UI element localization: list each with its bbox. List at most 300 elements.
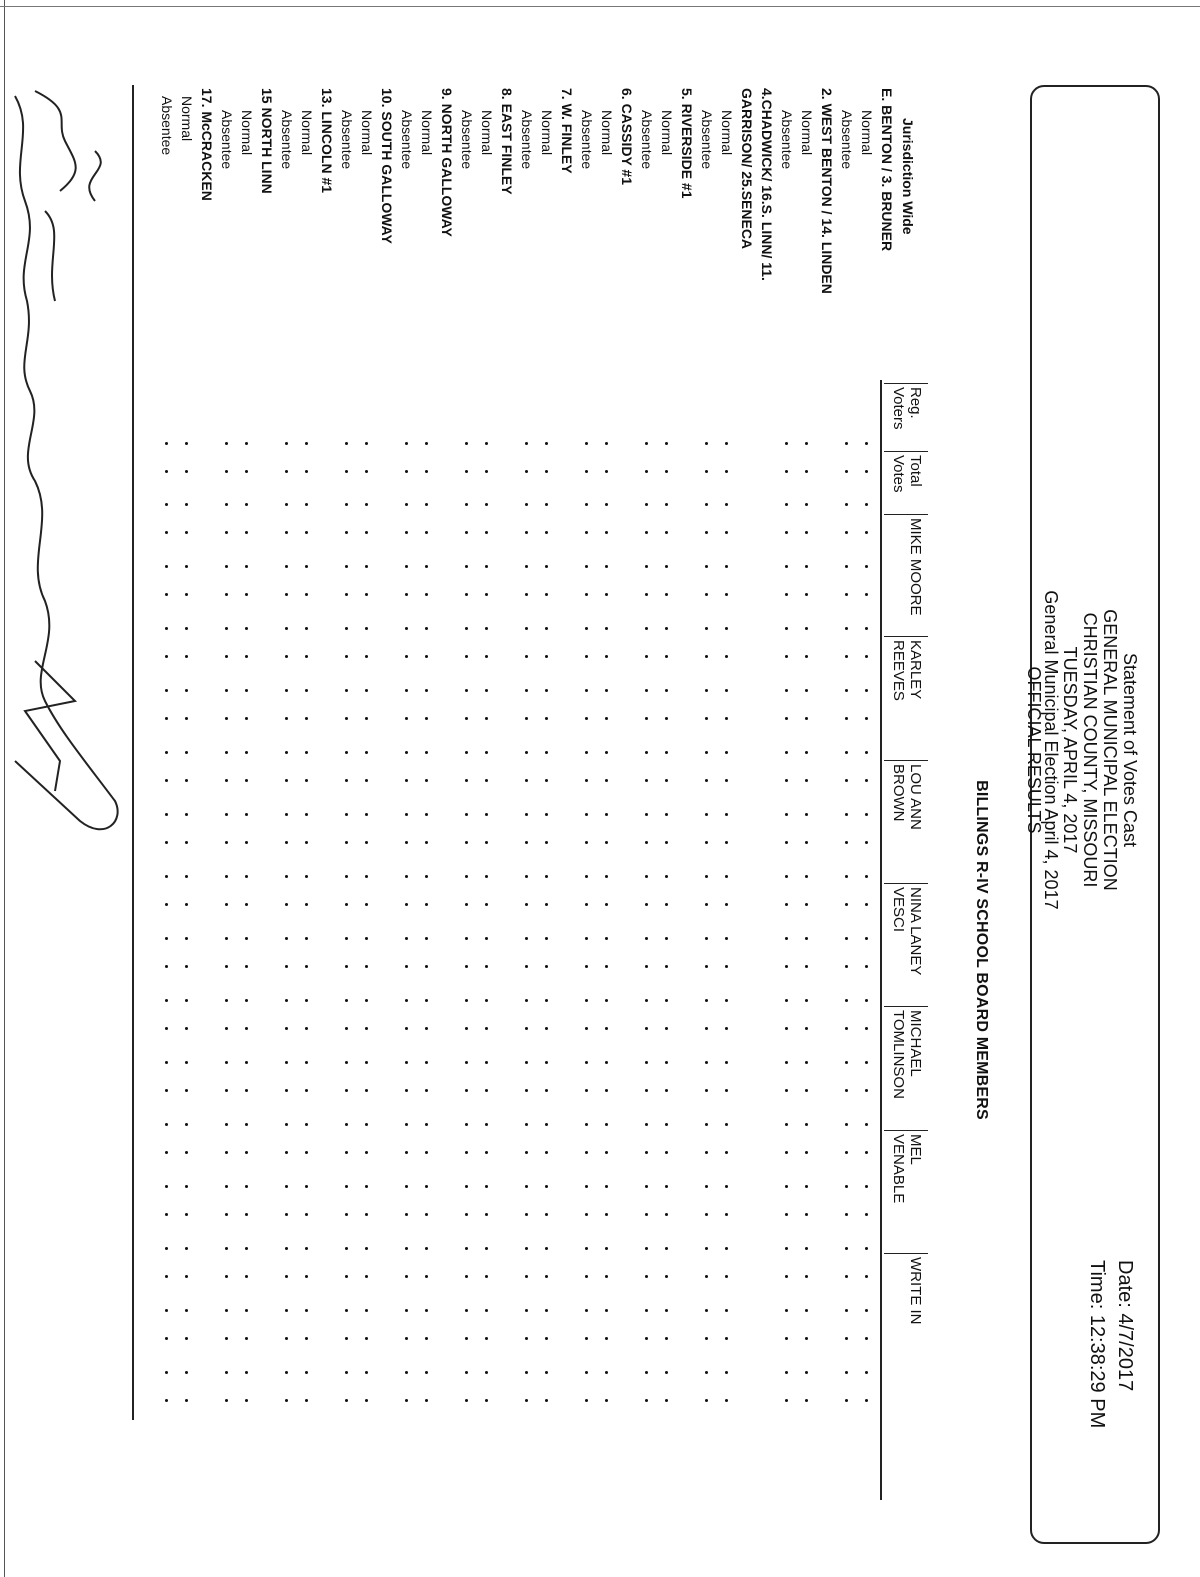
value-mark <box>165 627 168 630</box>
value-mark <box>225 751 228 754</box>
value-mark <box>865 717 868 720</box>
value-mark <box>465 841 468 844</box>
value-mark <box>425 965 428 968</box>
value-mark <box>585 1337 588 1340</box>
value-mark <box>225 1247 228 1250</box>
value-mark <box>845 1247 848 1250</box>
value-mark <box>805 813 808 816</box>
value-mark <box>805 1089 808 1092</box>
value-mark <box>185 655 188 658</box>
value-mark <box>465 655 468 658</box>
value-mark <box>165 751 168 754</box>
value-mark <box>185 1213 188 1216</box>
value-mark <box>645 1027 648 1030</box>
value-mark <box>225 627 228 630</box>
value-mark <box>365 503 368 506</box>
header-title-line-3: CHRISTIAN COUNTY, MISSOURI <box>1080 612 1100 888</box>
value-mark <box>705 841 708 844</box>
value-mark <box>185 1337 188 1340</box>
value-mark <box>165 1337 168 1340</box>
column-header <box>890 764 924 830</box>
value-mark <box>285 1337 288 1340</box>
value-mark <box>165 565 168 568</box>
value-mark <box>485 1337 488 1340</box>
value-mark <box>585 470 588 473</box>
value-mark <box>605 1309 608 1312</box>
value-mark <box>545 503 548 506</box>
value-mark <box>305 689 308 692</box>
value-mark <box>185 1275 188 1278</box>
jurisdiction-row: GARRISON/ 25.SENECA <box>739 88 755 250</box>
value-mark <box>245 1213 248 1216</box>
jurisdiction-row: 9. NORTH GALLOWAY <box>439 88 455 237</box>
value-mark <box>485 875 488 878</box>
value-mark <box>645 1213 648 1216</box>
value-mark <box>605 1061 608 1064</box>
value-mark <box>365 627 368 630</box>
value-mark <box>865 1151 868 1154</box>
value-mark <box>185 593 188 596</box>
value-mark <box>645 999 648 1002</box>
value-mark <box>305 565 308 568</box>
value-mark <box>865 1337 868 1340</box>
value-mark <box>405 1337 408 1340</box>
value-mark <box>585 875 588 878</box>
value-mark <box>605 1213 608 1216</box>
value-mark <box>605 841 608 844</box>
value-mark <box>865 655 868 658</box>
value-mark <box>545 593 548 596</box>
value-mark <box>585 655 588 658</box>
value-mark <box>305 717 308 720</box>
value-mark <box>465 627 468 630</box>
value-mark <box>425 1309 428 1312</box>
value-mark <box>805 1151 808 1154</box>
value-mark <box>645 1275 648 1278</box>
value-mark <box>665 1027 668 1030</box>
value-mark <box>225 1371 228 1374</box>
vote-type-row: Normal <box>239 110 255 156</box>
value-mark <box>585 717 588 720</box>
value-mark <box>365 531 368 534</box>
value-mark <box>465 442 468 445</box>
value-mark <box>605 1185 608 1188</box>
value-mark <box>665 1123 668 1126</box>
value-mark <box>805 1061 808 1064</box>
value-mark <box>525 1309 528 1312</box>
value-mark <box>365 751 368 754</box>
column-header <box>890 640 924 701</box>
value-mark <box>305 1089 308 1092</box>
value-mark <box>225 503 228 506</box>
value-mark <box>545 1185 548 1188</box>
value-mark <box>465 813 468 816</box>
value-mark <box>605 903 608 906</box>
value-mark <box>805 1123 808 1126</box>
value-mark <box>605 655 608 658</box>
value-mark <box>865 442 868 445</box>
value-mark <box>545 841 548 844</box>
value-mark <box>185 937 188 940</box>
column-header <box>890 887 924 975</box>
value-mark <box>485 779 488 782</box>
value-mark <box>645 1151 648 1154</box>
value-mark <box>185 531 188 534</box>
value-mark <box>405 1061 408 1064</box>
value-mark <box>705 1061 708 1064</box>
value-mark <box>725 593 728 596</box>
value-mark <box>365 1337 368 1340</box>
value-mark <box>525 1399 528 1402</box>
value-mark <box>705 1185 708 1188</box>
value-mark <box>725 655 728 658</box>
value-mark <box>465 1309 468 1312</box>
vote-type-row: Normal <box>539 110 555 156</box>
value-mark <box>425 1089 428 1092</box>
value-mark <box>805 717 808 720</box>
value-mark <box>845 903 848 906</box>
value-mark <box>425 1061 428 1064</box>
value-mark <box>165 1089 168 1092</box>
value-mark <box>305 841 308 844</box>
value-mark <box>485 1399 488 1402</box>
value-mark <box>465 565 468 568</box>
value-mark <box>585 1151 588 1154</box>
value-mark <box>165 1151 168 1154</box>
column-header-line: MICHAEL <box>907 1010 924 1077</box>
value-mark <box>345 1275 348 1278</box>
value-mark <box>845 1337 848 1340</box>
value-mark <box>585 593 588 596</box>
handwritten-signatures <box>5 1 155 1501</box>
value-mark <box>465 470 468 473</box>
value-mark <box>185 1089 188 1092</box>
value-mark <box>285 1309 288 1312</box>
value-mark <box>425 1151 428 1154</box>
value-mark <box>405 1123 408 1126</box>
value-mark <box>185 779 188 782</box>
header-title-line-4: TUESDAY, APRIL 4, 2017 <box>1060 646 1080 854</box>
column-header-line: Reg. <box>907 387 924 419</box>
value-mark <box>225 1185 228 1188</box>
value-mark <box>585 1123 588 1126</box>
value-mark <box>525 1247 528 1250</box>
value-mark <box>345 1089 348 1092</box>
value-mark <box>225 903 228 906</box>
value-mark <box>185 903 188 906</box>
value-mark <box>185 627 188 630</box>
value-mark <box>345 627 348 630</box>
value-mark <box>165 1027 168 1030</box>
value-mark <box>245 1089 248 1092</box>
value-mark <box>725 1185 728 1188</box>
value-mark <box>865 627 868 630</box>
value-mark <box>845 503 848 506</box>
value-mark <box>865 1275 868 1278</box>
value-mark <box>365 813 368 816</box>
value-mark <box>785 1371 788 1374</box>
value-mark <box>585 689 588 692</box>
value-mark <box>305 903 308 906</box>
value-mark <box>345 655 348 658</box>
column-header <box>890 387 924 430</box>
value-mark <box>725 937 728 940</box>
column-header <box>907 1257 924 1325</box>
value-mark <box>425 875 428 878</box>
value-mark <box>525 655 528 658</box>
value-mark <box>645 442 648 445</box>
value-mark <box>865 689 868 692</box>
value-mark <box>245 565 248 568</box>
jurisdiction-row: 17. McCRACKEN <box>199 88 215 201</box>
value-mark <box>725 875 728 878</box>
value-mark <box>665 1151 668 1154</box>
value-mark <box>665 1089 668 1092</box>
value-mark <box>485 1061 488 1064</box>
value-mark <box>785 593 788 596</box>
value-mark <box>865 1371 868 1374</box>
value-mark <box>425 565 428 568</box>
header-title-line-2: GENERAL MUNICIPAL ELECTION <box>1100 609 1120 891</box>
value-mark <box>365 779 368 782</box>
value-mark <box>165 813 168 816</box>
value-mark <box>185 1123 188 1126</box>
value-mark <box>785 655 788 658</box>
value-mark <box>285 565 288 568</box>
value-mark <box>705 1309 708 1312</box>
value-mark <box>245 1061 248 1064</box>
value-mark <box>605 1151 608 1154</box>
value-mark <box>585 903 588 906</box>
value-mark <box>725 841 728 844</box>
value-mark <box>245 1247 248 1250</box>
value-mark <box>465 903 468 906</box>
value-mark <box>525 1337 528 1340</box>
value-mark <box>585 627 588 630</box>
value-mark <box>365 1123 368 1126</box>
value-mark <box>465 1185 468 1188</box>
value-mark <box>285 503 288 506</box>
value-mark <box>245 751 248 754</box>
value-mark <box>845 1027 848 1030</box>
vote-type-row: Normal <box>719 110 735 156</box>
column-header-line: Total <box>907 455 924 487</box>
value-mark <box>785 1089 788 1092</box>
value-mark <box>365 1185 368 1188</box>
value-mark <box>465 531 468 534</box>
value-mark <box>725 1275 728 1278</box>
value-mark <box>225 1089 228 1092</box>
value-mark <box>665 565 668 568</box>
value-mark <box>305 965 308 968</box>
value-mark <box>785 1337 788 1340</box>
value-mark <box>485 903 488 906</box>
value-mark <box>405 1399 408 1402</box>
value-mark <box>185 1061 188 1064</box>
value-mark <box>785 1213 788 1216</box>
value-mark <box>645 1089 648 1092</box>
vote-type-row: Absentee <box>519 110 535 170</box>
value-mark <box>405 593 408 596</box>
value-mark <box>225 655 228 658</box>
value-mark <box>725 1371 728 1374</box>
value-mark <box>245 813 248 816</box>
value-mark <box>605 965 608 968</box>
value-mark <box>165 1061 168 1064</box>
value-mark <box>785 813 788 816</box>
value-mark <box>605 937 608 940</box>
jurisdiction-row: 15 NORTH LINN <box>259 88 275 194</box>
value-mark <box>665 999 668 1002</box>
value-mark <box>245 442 248 445</box>
value-mark <box>345 903 348 906</box>
value-mark <box>425 841 428 844</box>
value-mark <box>185 813 188 816</box>
jurisdiction-row: 4.CHADWICK/ 16.S. LINN/ 11. <box>759 88 775 281</box>
column-separator <box>884 1006 928 1007</box>
value-mark <box>345 1399 348 1402</box>
value-mark <box>365 1027 368 1030</box>
value-mark <box>665 1371 668 1374</box>
value-mark <box>585 965 588 968</box>
value-mark <box>305 779 308 782</box>
value-mark <box>485 565 488 568</box>
value-mark <box>605 1089 608 1092</box>
value-mark <box>165 689 168 692</box>
value-mark <box>705 565 708 568</box>
value-mark <box>705 903 708 906</box>
value-mark <box>865 1123 868 1126</box>
value-mark <box>485 1371 488 1374</box>
value-mark <box>805 689 808 692</box>
value-mark <box>285 1123 288 1126</box>
value-mark <box>365 1089 368 1092</box>
value-mark <box>365 689 368 692</box>
value-mark <box>165 655 168 658</box>
value-mark <box>425 717 428 720</box>
value-mark <box>865 965 868 968</box>
value-mark <box>305 1309 308 1312</box>
value-mark <box>365 1061 368 1064</box>
value-mark <box>525 965 528 968</box>
value-mark <box>805 875 808 878</box>
value-mark <box>165 1123 168 1126</box>
jurisdiction-row: 13. LINCOLN #1 <box>319 88 335 194</box>
value-mark <box>285 1061 288 1064</box>
value-mark <box>405 565 408 568</box>
value-mark <box>345 937 348 940</box>
value-mark <box>525 1061 528 1064</box>
value-mark <box>365 1247 368 1250</box>
value-mark <box>785 565 788 568</box>
value-mark <box>285 1399 288 1402</box>
value-mark <box>165 1309 168 1312</box>
value-mark <box>645 655 648 658</box>
header-title-line-1: Statement of Votes Cast <box>1120 652 1140 848</box>
value-mark <box>545 779 548 782</box>
value-mark <box>425 593 428 596</box>
value-mark <box>665 531 668 534</box>
value-mark <box>605 627 608 630</box>
value-mark <box>225 965 228 968</box>
value-mark <box>425 1337 428 1340</box>
value-mark <box>345 1213 348 1216</box>
value-mark <box>845 1275 848 1278</box>
value-mark <box>225 1151 228 1154</box>
value-mark <box>465 937 468 940</box>
value-mark <box>225 1027 228 1030</box>
value-mark <box>705 1337 708 1340</box>
value-mark <box>585 1399 588 1402</box>
value-mark <box>485 593 488 596</box>
value-mark <box>225 593 228 596</box>
value-mark <box>485 442 488 445</box>
value-mark <box>865 470 868 473</box>
value-mark <box>305 875 308 878</box>
value-mark <box>525 875 528 878</box>
value-mark <box>465 1213 468 1216</box>
value-mark <box>865 841 868 844</box>
value-mark <box>645 689 648 692</box>
value-mark <box>425 1399 428 1402</box>
value-mark <box>725 903 728 906</box>
value-mark <box>405 1089 408 1092</box>
value-mark <box>425 1247 428 1250</box>
value-mark <box>525 813 528 816</box>
value-mark <box>725 1337 728 1340</box>
value-mark <box>845 1123 848 1126</box>
value-mark <box>665 1275 668 1278</box>
value-mark <box>345 1371 348 1374</box>
vote-type-row: Normal <box>799 110 815 156</box>
value-mark <box>725 470 728 473</box>
column-header-line: REEVES <box>890 640 907 701</box>
value-mark <box>805 999 808 1002</box>
value-mark <box>705 875 708 878</box>
value-mark <box>305 1337 308 1340</box>
value-mark <box>245 717 248 720</box>
jurisdiction-row: 10. SOUTH GALLOWAY <box>379 88 395 244</box>
value-mark <box>585 565 588 568</box>
value-mark <box>705 1371 708 1374</box>
value-mark <box>465 999 468 1002</box>
value-mark <box>545 442 548 445</box>
value-mark <box>225 1309 228 1312</box>
value-mark <box>285 689 288 692</box>
value-mark <box>485 1247 488 1250</box>
jurisdiction-row: 5. RIVERSIDE #1 <box>679 88 695 199</box>
value-mark <box>585 751 588 754</box>
value-mark <box>705 627 708 630</box>
column-separator <box>884 451 928 452</box>
value-mark <box>545 470 548 473</box>
value-mark <box>525 1089 528 1092</box>
value-mark <box>345 1185 348 1188</box>
value-mark <box>665 1185 668 1188</box>
value-mark <box>705 1151 708 1154</box>
value-mark <box>285 1151 288 1154</box>
value-mark <box>605 751 608 754</box>
value-mark <box>305 470 308 473</box>
vote-type-row: Normal <box>299 110 315 156</box>
vote-type-row: Absentee <box>219 110 235 170</box>
value-mark <box>485 999 488 1002</box>
value-mark <box>785 841 788 844</box>
value-mark <box>705 999 708 1002</box>
value-mark <box>405 531 408 534</box>
value-mark <box>305 531 308 534</box>
value-mark <box>725 1247 728 1250</box>
